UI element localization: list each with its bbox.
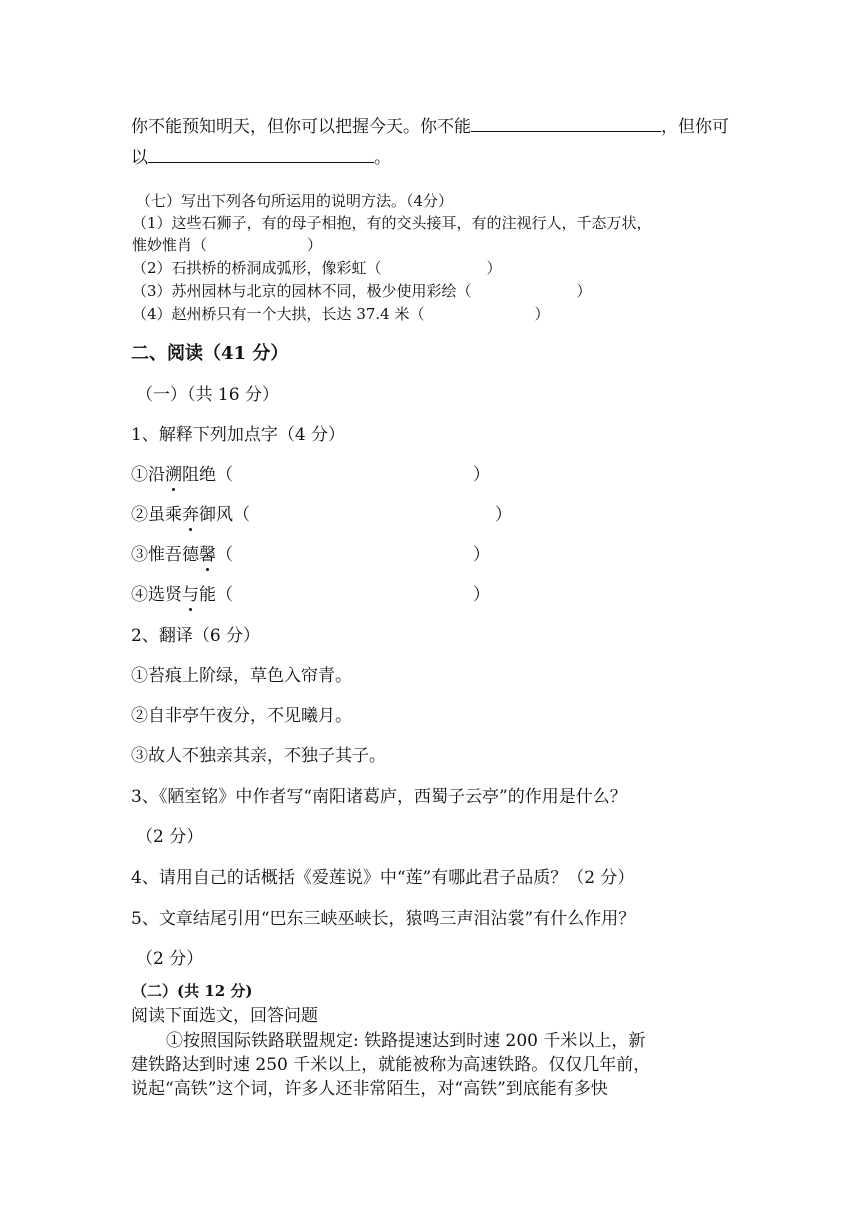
passage-line-2: 建铁路达到时速 250 千米以上，就能被称为高速铁路。仅仅几年前， <box>131 1055 651 1075</box>
dotted-char: 与 <box>182 580 199 605</box>
close-paren: ） <box>473 545 490 565</box>
part-2-instruction: 阅读下面选文，回答问题 <box>131 1006 318 1026</box>
passage-line-1: ①按照国际铁路联盟规定: 铁路提速达到时速 200 千米以上，新 <box>166 1031 646 1051</box>
close-paren: ） <box>486 259 502 277</box>
answer-blank-2[interactable] <box>148 146 374 163</box>
q1-item-3 <box>131 540 490 565</box>
q1-item-text: 能（ <box>199 585 233 605</box>
dotted-char: 馨 <box>199 540 216 565</box>
fill-in-text-2: 以 <box>131 148 148 168</box>
q7-item-1-line-1: （1）这些石狮子，有的母子相抱，有的交头接耳，有的注视行人，千态万状， <box>132 214 652 232</box>
q7-item-4-text: （4）赵州桥只有一个大拱，长达 37.4 米（ <box>132 305 425 323</box>
answer-blank-1[interactable] <box>471 115 661 132</box>
q3-line-2: （2 分） <box>136 827 204 847</box>
q7-item-2-text: （2）石拱桥的桥洞成弧形，像彩虹（ <box>132 259 382 277</box>
q7-item-2 <box>132 257 502 278</box>
fill-in-line-1 <box>131 112 729 137</box>
fill-in-text-2b: 。 <box>374 148 391 168</box>
q1-item-4 <box>131 580 490 605</box>
q1-item-text: ②虽乘 <box>131 505 182 525</box>
close-paren: ） <box>576 282 592 300</box>
q5-line-2: （2 分） <box>136 949 204 969</box>
q7-item-4 <box>132 303 550 324</box>
q2-item-2: ②自非亭午夜分，不见曦月。 <box>131 706 352 726</box>
q1-item-2 <box>131 500 512 525</box>
close-paren: ） <box>495 505 512 525</box>
q2-item-1: ①苔痕上阶绿，草色入帘青。 <box>131 666 352 686</box>
fill-in-line-2 <box>131 143 391 168</box>
q1-item-text: ④选贤 <box>131 585 182 605</box>
q4: 4、请用自己的话概括《爱莲说》中“莲”有哪此君子品质？（2 分） <box>131 868 635 888</box>
part-2-title: （二）(共 12 分) <box>132 982 253 1000</box>
q1-item-1 <box>131 460 490 485</box>
close-paren: ） <box>473 465 490 485</box>
fill-in-text-1: 你不能预知明天，但你可以把握今天。你不能 <box>131 117 471 137</box>
section-2-title: 二、阅读（41 分） <box>131 343 289 364</box>
part-1-title: （一）（共 16 分） <box>136 385 279 405</box>
q7-item-3 <box>132 280 592 301</box>
q7-title: （七）写出下列各句所运用的说明方法。（4分） <box>136 192 454 210</box>
close-paren: ） <box>473 585 490 605</box>
fill-in-text-1b: ，但你可 <box>661 117 729 137</box>
q3-line-1: 3、《陋室铭》中作者写“南阳诸葛庐，西蜀子云亭”的作用是什么？ <box>131 787 627 807</box>
dotted-char: 奔 <box>182 500 199 525</box>
q2-title: 2、翻译（6 分） <box>131 626 261 646</box>
q1-item-text: 阻绝（ <box>182 465 233 485</box>
dotted-char: 溯 <box>165 460 182 485</box>
q1-item-text: ③惟吾德 <box>131 545 199 565</box>
q5-line-1: 5、文章结尾引用“巴东三峡巫峡长，猿鸣三声泪沾裳”有什么作用？ <box>131 909 636 929</box>
q7-item-1-line-2 <box>132 234 322 255</box>
passage-line-3: 说起“高铁”这个词，许多人还非常陌生，对“高铁”到底能有多快 <box>131 1079 608 1099</box>
q7-item-3-text: （3）苏州园林与北京的园林不同，极少使用彩绘（ <box>132 282 472 300</box>
close-paren: ） <box>307 236 323 254</box>
q7-item-1-text: 惟妙惟肖（ <box>132 236 208 254</box>
q1-title: 1、解释下列加点字（4 分） <box>131 425 346 445</box>
q2-item-3: ③故人不独亲其亲，不独子其子。 <box>131 746 386 766</box>
close-paren: ） <box>534 305 550 323</box>
q1-item-text: 御风（ <box>199 505 250 525</box>
q1-item-text: （ <box>216 545 233 565</box>
q1-item-text: ①沿 <box>131 465 165 485</box>
